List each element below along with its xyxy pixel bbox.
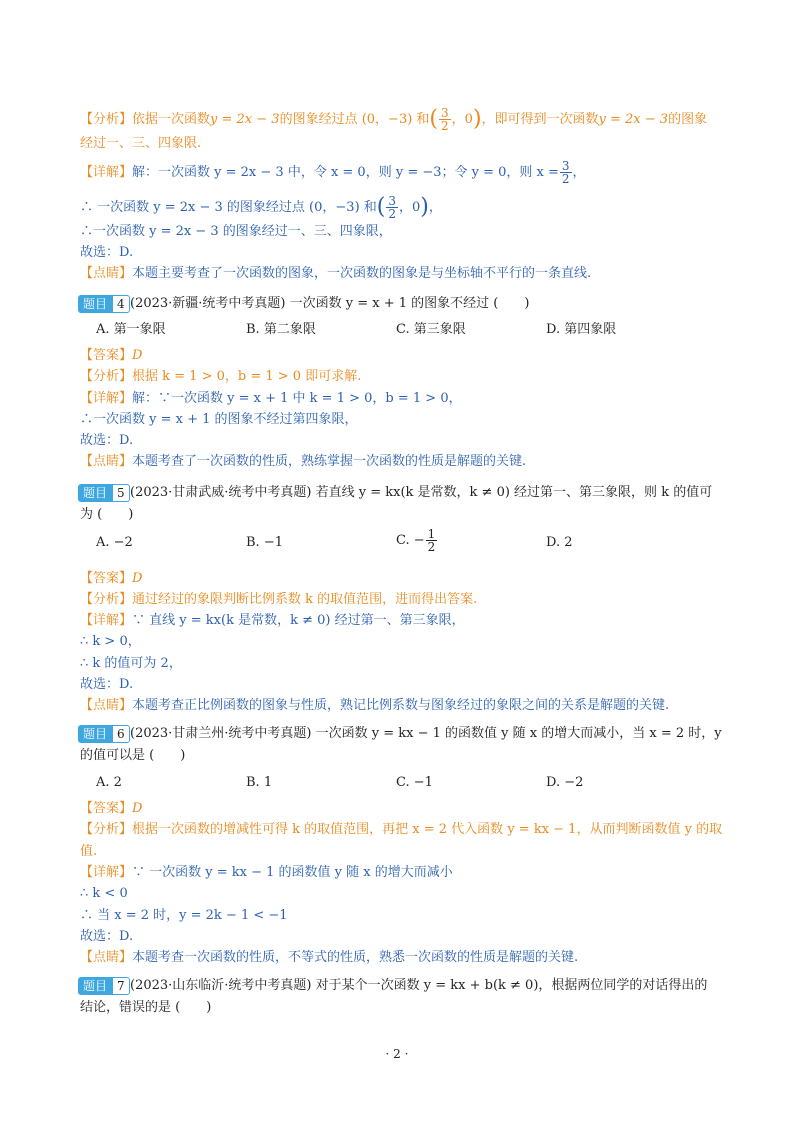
q6-option-d: D. −2 bbox=[546, 775, 584, 790]
frac-den: 2 bbox=[561, 172, 570, 186]
frac-den: 2 bbox=[427, 540, 436, 554]
frac-num: 3 bbox=[441, 106, 449, 120]
fraction bbox=[439, 107, 451, 132]
q5-option-d: D. 2 bbox=[546, 535, 573, 550]
q6-option-b: B. 1 bbox=[246, 775, 273, 790]
q5-stem-line2: 为 ( ) bbox=[80, 507, 134, 522]
comment-tag: 【点睛】 bbox=[80, 698, 133, 713]
badge-label: 题目 bbox=[78, 977, 112, 995]
math: y = 2x − 3 bbox=[210, 112, 280, 127]
q4-detail-line2: ∴一次函数 y = x + 1 的图象不经过第四象限， bbox=[80, 412, 358, 427]
q4-comment bbox=[80, 452, 526, 472]
q3-detail-line2: ∴ 一次函数 y = 2x − 3 的图象经过点 (0，−3) 和( $\frac{3}{2}$ ，0)， bbox=[80, 194, 442, 221]
analysis-tag: 【分析】 bbox=[80, 822, 133, 837]
text: 本题考查了一次函数的性质，熟练掌握一次函数的性质是解题的关键. bbox=[132, 454, 527, 469]
paren: ( bbox=[429, 106, 439, 132]
text: 依据一次函数 bbox=[132, 112, 211, 127]
comment-tag: 【点睛】 bbox=[80, 950, 133, 965]
badge-label: 题目 bbox=[78, 484, 112, 502]
q4-option-c: C. 第三象限 bbox=[396, 322, 466, 337]
detail-tag: 【详解】 bbox=[80, 165, 133, 180]
detail-tag: 【详解】 bbox=[80, 613, 133, 628]
fraction bbox=[386, 195, 398, 220]
q3-analysis-line2: 经过一、三、四象限. bbox=[80, 136, 202, 151]
detail-tag: 【详解】 bbox=[80, 865, 133, 880]
text: 本题考查一次函数的性质，不等式的性质，熟悉一次函数的性质是解题的关键. bbox=[132, 950, 579, 965]
question-badge-4 bbox=[78, 295, 130, 313]
q5-analysis bbox=[80, 590, 477, 610]
q6-detail-line3: ∴ 当 x = 2 时，y = 2k − 1 < −1 bbox=[80, 908, 288, 923]
badge-label: 题目 bbox=[78, 725, 112, 743]
fraction bbox=[426, 528, 438, 553]
analysis-tag: 【分析】 bbox=[80, 592, 133, 607]
text: 的图象经过点 (0，−3) 和 bbox=[279, 112, 430, 127]
q5-option-b: B. −1 bbox=[246, 535, 283, 550]
frac-num: 3 bbox=[561, 159, 570, 173]
text: 本题考查正比例函数的图象与性质，熟记比例系数与图象经过的象限之间的关系是解题的关键. bbox=[132, 698, 670, 713]
q4-option-d: D. 第四象限 bbox=[546, 322, 617, 337]
q4-option-b: B. 第二象限 bbox=[246, 322, 316, 337]
q6-answer bbox=[80, 799, 142, 819]
text: 解：一次函数 y = 2x − 3 中，令 x = 0，则 y = −3；令 y = 0，则 x = bbox=[132, 165, 559, 180]
q6-option-a: A. 2 bbox=[96, 775, 122, 790]
q4-analysis bbox=[80, 367, 361, 387]
q4-option-a: A. 第一象限 bbox=[96, 322, 166, 337]
q7-stem-line1: (2023·山东临沂·统考中考真题) 对于某个一次函数 y = kx + b(k ≠ 0)，根据两位同学的对话得出的 bbox=[130, 978, 708, 993]
text: 的图象 bbox=[668, 112, 708, 127]
q6-analysis-line2: 值. bbox=[80, 844, 98, 859]
badge-label: 题目 bbox=[78, 295, 112, 313]
text: ∵ 直线 y = kx(k 是常数，k ≠ 0) 经过第一、第三象限， bbox=[132, 613, 465, 628]
fraction bbox=[560, 160, 572, 185]
q4-detail-line3: 故选：D. bbox=[80, 433, 134, 448]
q3-detail-line3: ∴一次函数 y = 2x − 3 的图象经过一、三、四象限， bbox=[80, 224, 392, 239]
comment-tag: 【点睛】 bbox=[80, 266, 133, 281]
answer-value: D bbox=[132, 801, 143, 816]
q4-stem: (2023·新疆·统考中考真题) 一次函数 y = x + 1 的图象不经过 ( ) bbox=[130, 296, 530, 311]
answer-tag: 【答案】 bbox=[80, 571, 133, 586]
analysis-tag: 【分析】 bbox=[80, 112, 133, 127]
text: 根据 k = 1 > 0，b = 1 > 0 即可求解. bbox=[132, 369, 362, 384]
text: 本题主要考查了一次函数的图象，一次函数的图象是与坐标轴不平行的一条直线. bbox=[132, 266, 592, 281]
question-badge-6 bbox=[78, 725, 130, 743]
badge-number: 6 bbox=[112, 725, 130, 743]
q5-detail-line2: ∴ k > 0， bbox=[80, 634, 141, 649]
math: y = 2x − 3 bbox=[598, 112, 669, 127]
frac-den: 2 bbox=[441, 119, 449, 133]
q5-comment bbox=[80, 696, 669, 716]
badge-number: 4 bbox=[112, 295, 130, 313]
q6-detail-line1 bbox=[80, 863, 453, 883]
text: ，即可得到一次函数 bbox=[481, 112, 599, 127]
frac-num: 3 bbox=[388, 194, 397, 208]
text: ∴ 一次函数 y = 2x − 3 的图象经过点 (0，−3) 和 bbox=[80, 200, 377, 215]
frac-num: 1 bbox=[427, 527, 436, 541]
comment-tag: 【点睛】 bbox=[80, 454, 133, 469]
text: 解：∵一次函数 y = x + 1 中 k = 1 > 0，b = 1 > 0， bbox=[132, 391, 462, 406]
q3-detail-line4: 故选：D. bbox=[80, 245, 134, 260]
text: C. − bbox=[396, 533, 425, 548]
answer-value: D bbox=[132, 348, 143, 363]
q6-detail-line2: ∴ k < 0 bbox=[80, 886, 128, 901]
q5-detail-line4: 故选：D. bbox=[80, 677, 134, 692]
question-badge-7 bbox=[78, 977, 130, 995]
text: 根据一次函数的增减性可得 k 的取值范围，再把 x = 2 代入函数 y = kx − 1，从而判断函数值 y 的取 bbox=[132, 822, 723, 837]
answer-tag: 【答案】 bbox=[80, 801, 133, 816]
q6-detail-line4: 故选：D. bbox=[80, 929, 134, 944]
q6-stem-line2: 的值可以是 ( ) bbox=[80, 748, 186, 763]
q5-answer bbox=[80, 569, 142, 589]
question-badge-5 bbox=[78, 484, 130, 502]
q6-analysis-line1 bbox=[80, 820, 722, 840]
answer-value: D bbox=[132, 571, 143, 586]
q6-option-c: C. −1 bbox=[396, 775, 433, 790]
detail-tag: 【详解】 bbox=[80, 391, 133, 406]
badge-number: 7 bbox=[112, 977, 130, 995]
text: 通过经过的象限判断比例系数 k 的取值范围，进而得出答案. bbox=[132, 592, 478, 607]
q6-comment bbox=[80, 948, 578, 968]
q3-comment bbox=[80, 264, 591, 284]
q3-analysis-line1: 【分析】依据一次函数y = 2x − 3的图象经过点 (0，−3) 和( $\frac{3}{2}$ ，0)，即可得到一次函数y = 2x − 3的图象 bbox=[80, 106, 708, 133]
page-number: · 2 · bbox=[385, 1047, 409, 1061]
analysis-tag: 【分析】 bbox=[80, 369, 133, 384]
q5-option-c bbox=[396, 528, 438, 553]
paren: ) bbox=[472, 106, 482, 132]
q5-detail-line1 bbox=[80, 611, 465, 631]
badge-number: 5 bbox=[112, 484, 130, 502]
text: ∵ 一次函数 y = kx − 1 的函数值 y 随 x 的增大而减小 bbox=[132, 865, 453, 880]
frac-den: 2 bbox=[388, 207, 397, 221]
answer-tag: 【答案】 bbox=[80, 348, 133, 363]
q7-stem-line2: 结论，错误的是 ( ) bbox=[80, 1000, 212, 1015]
q3-detail-line1: 【详解】解：一次函数 y = 2x − 3 中，令 x = 0，则 y = −3；令 y = 0，则 x = $\frac{3}{2}$ ， bbox=[80, 159, 586, 186]
q5-detail-line3: ∴ k 的值可为 2， bbox=[80, 656, 182, 671]
q4-answer bbox=[80, 346, 142, 366]
q6-stem-line1: (2023·甘肃兰州·统考中考真题) 一次函数 y = kx − 1 的函数值 y 随 x 的增大而减小，当 x = 2 时，y bbox=[130, 726, 722, 741]
q5-stem-line1: (2023·甘肃武威·统考中考真题) 若直线 y = kx(k 是常数，k ≠ 0) 经过第一、第三象限，则 k 的值可 bbox=[130, 485, 713, 500]
q4-detail-line1 bbox=[80, 389, 462, 409]
q5-option-a: A. −2 bbox=[96, 535, 133, 550]
